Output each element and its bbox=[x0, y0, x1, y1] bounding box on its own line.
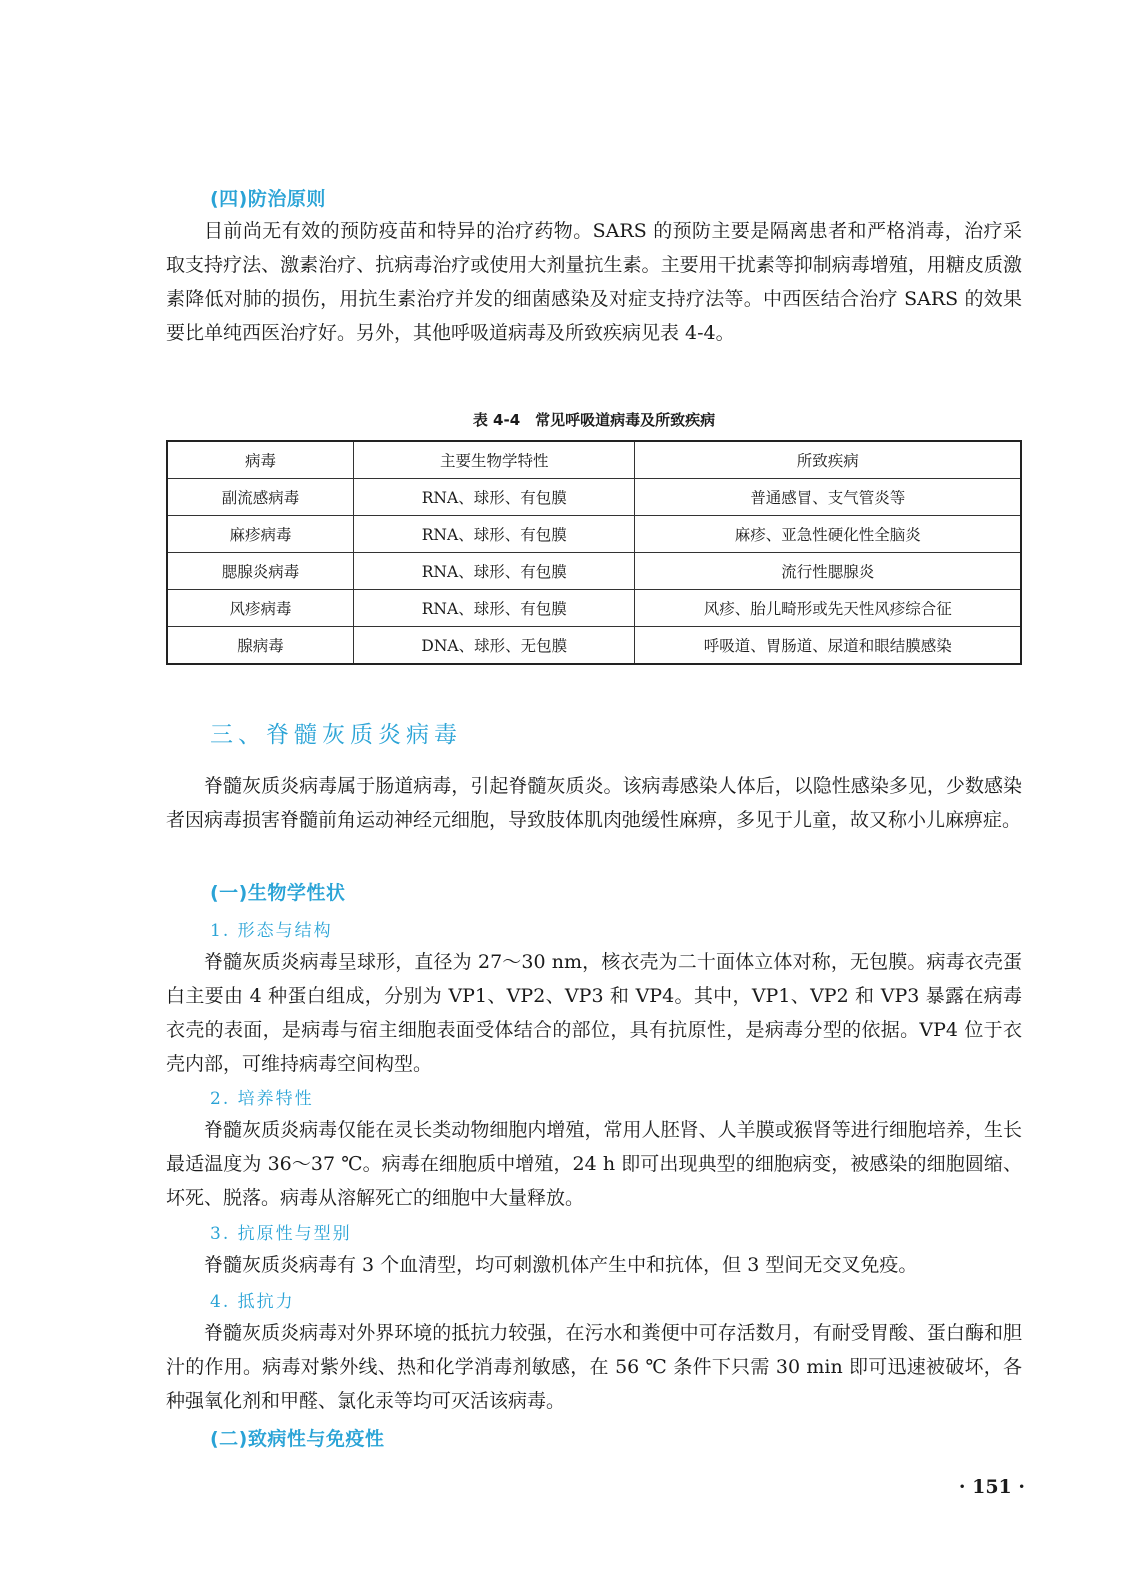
page-number: · 151 · bbox=[958, 1476, 1025, 1498]
table-row bbox=[167, 479, 1021, 516]
table-cell: 副流感病毒 bbox=[167, 479, 354, 516]
paragraph-morphology: 脊髓灰质炎病毒呈球形，直径为 27～30 nm，核衣壳为二十面体立体对称，无包膜。病毒衣壳蛋白主要由 4 种蛋白组成，分别为 VP1、VP2、VP3 和 VP4。其中，VP1、VP2 和 VP3 暴露在病毒衣壳的表面，是病毒与宿主细胞表面受体结合的部位，具有抗原性，是病毒分型的依据。VP4 位于衣壳内部，可维持病毒空间构型。 bbox=[166, 951, 1022, 1075]
table-header-row bbox=[167, 441, 1021, 479]
paragraph-intro: 脊髓灰质炎病毒属于肠道病毒，引起脊髓灰质炎。该病毒感染人体后，以隐性感染多见，少数感染者因病毒损害脊髓前角运动神经元细胞，导致肢体肌肉弛缓性麻痹，多见于儿童，故又称小儿麻痹症。 bbox=[166, 775, 1022, 831]
paragraph-antigenicity: 脊髓灰质炎病毒有 3 个血清型，均可刺激机体产生中和抗体，但 3 型间无交叉免疫。 bbox=[204, 1254, 918, 1276]
table-cell: 呼吸道、胃肠道、尿道和眼结膜感染 bbox=[635, 627, 1021, 665]
table-row bbox=[167, 590, 1021, 627]
table-cell: 流行性腮腺炎 bbox=[635, 553, 1021, 590]
table-header-cell: 所致疾病 bbox=[635, 441, 1021, 479]
table-cell: RNA、球形、有包膜 bbox=[354, 590, 635, 627]
table-cell: 腺病毒 bbox=[167, 627, 354, 665]
table-cell: 风疹、胎儿畸形或先天性风疹综合征 bbox=[635, 590, 1021, 627]
table-cell: 腮腺炎病毒 bbox=[167, 553, 354, 590]
table-cell: 麻疹病毒 bbox=[167, 516, 354, 553]
table-cell: RNA、球形、有包膜 bbox=[354, 553, 635, 590]
table-cell: 麻疹、亚急性硬化性全脑炎 bbox=[635, 516, 1021, 553]
subheading-antigenicity: 3. 抗原性与型别 bbox=[210, 1224, 352, 1244]
paragraph-resistance: 脊髓灰质炎病毒对外界环境的抵抗力较强，在污水和粪便中可存活数月，有耐受胃酸、蛋白酶和胆汁的作用。病毒对紫外线、热和化学消毒剂敏感，在 56 ℃ 条件下只需 30 min 即可迅速被破坏，各种强氧化剂和甲醛、氯化汞等均可灭活该病毒。 bbox=[166, 1322, 1022, 1412]
table-row bbox=[167, 553, 1021, 590]
table-cell: RNA、球形、有包膜 bbox=[354, 516, 635, 553]
table-header-cell: 病毒 bbox=[167, 441, 354, 479]
section-title-poliovirus: 三、脊髓灰质炎病毒 bbox=[210, 722, 462, 748]
section-heading-pathogenicity: (二)致病性与免疫性 bbox=[210, 1428, 385, 1450]
subheading-culture: 2. 培养特性 bbox=[210, 1089, 314, 1109]
paragraph-prevention: 目前尚无有效的预防疫苗和特异的治疗药物。SARS 的预防主要是隔离患者和严格消毒，治疗采取支持疗法、激素治疗、抗病毒治疗或使用大剂量抗生素。主要用干扰素等抑制病毒增殖，用糖皮质激素降低对肺的损伤，用抗生素治疗并发的细菌感染及对症支持疗法等。中西医结合治疗 SARS 的效果要比单纯西医治疗好。另外，其他呼吸道病毒及所致疾病见表 4-4。 bbox=[166, 220, 1022, 344]
subheading-resistance: 4. 抵抗力 bbox=[210, 1292, 295, 1312]
table-row bbox=[167, 627, 1021, 665]
paragraph-culture: 脊髓灰质炎病毒仅能在灵长类动物细胞内增殖，常用人胚肾、人羊膜或猴肾等进行细胞培养，生长最适温度为 36～37 ℃。病毒在细胞质中增殖，24 h 即可出现典型的细胞病变，被感染的细胞圆缩、坏死、脱落。病毒从溶解死亡的细胞中大量释放。 bbox=[166, 1119, 1022, 1209]
table-cell: 普通感冒、支气管炎等 bbox=[635, 479, 1021, 516]
virus-table bbox=[166, 440, 1022, 665]
table-cell: 风疹病毒 bbox=[167, 590, 354, 627]
table-caption: 表 4-4 常见呼吸道病毒及所致疾病 bbox=[472, 411, 716, 429]
section-heading-biology: (一)生物学性状 bbox=[210, 882, 346, 904]
subheading-morphology: 1. 形态与结构 bbox=[210, 921, 333, 941]
table-cell: DNA、球形、无包膜 bbox=[354, 627, 635, 665]
table-cell: RNA、球形、有包膜 bbox=[354, 479, 635, 516]
section-heading-prevention: (四)防治原则 bbox=[210, 188, 326, 210]
table-header-cell: 主要生物学特性 bbox=[354, 441, 635, 479]
table-row bbox=[167, 516, 1021, 553]
